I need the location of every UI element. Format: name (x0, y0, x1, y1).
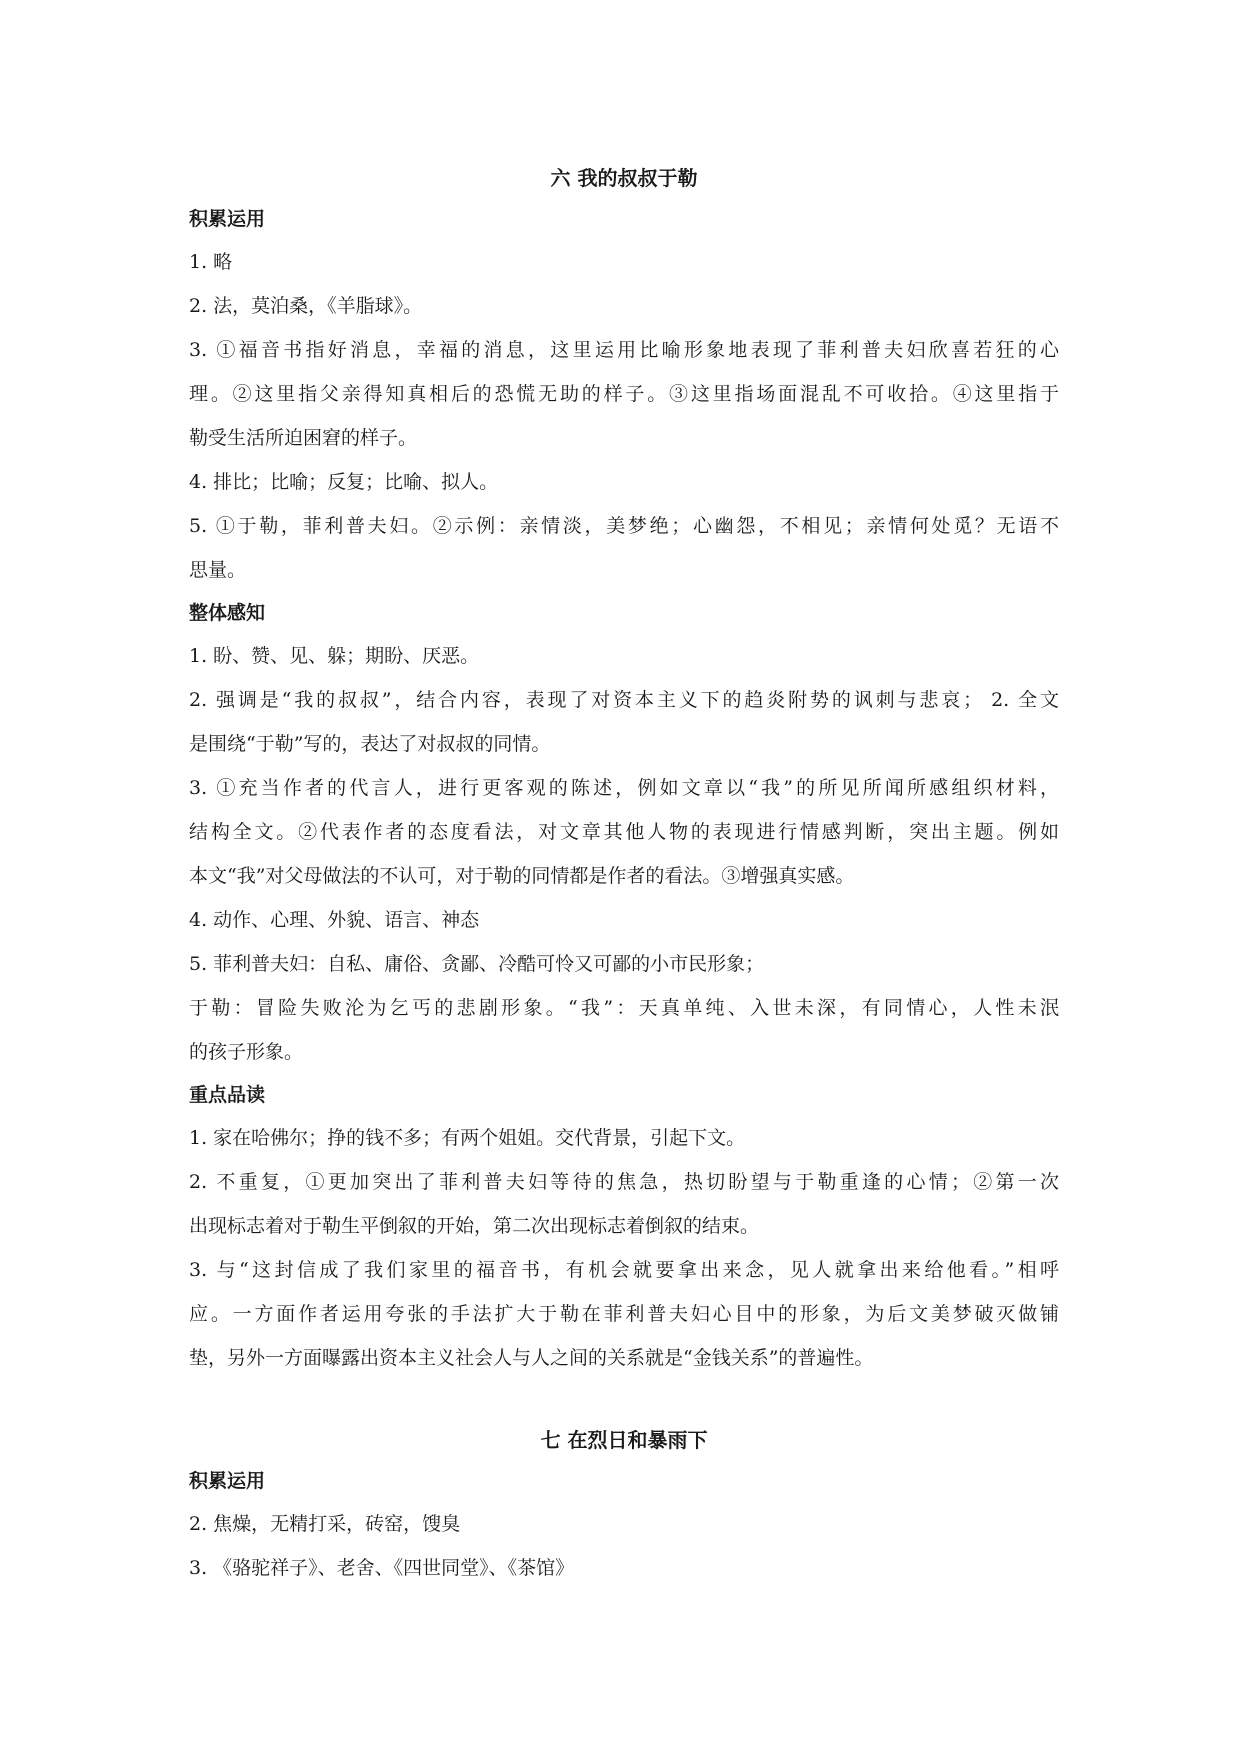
answer-line: 垫，另外一方面曝露出资本主义社会人与人之间的关系就是“金钱关系”的普遍性。 (189, 1347, 874, 1369)
answer-line: 1. 盼、赞、见、躲；期盼、厌恶。 (189, 645, 480, 667)
answer-line: 1. 略 (189, 251, 233, 273)
answer-line: 勒受生活所迫困窘的样子。 (189, 427, 418, 449)
answer-line: 出现标志着对于勒生平倒叙的开始，第二次出现标志着倒叙的结束。 (189, 1215, 760, 1237)
answer-line: 于勒：冒险失败沦为乞丐的悲剧形象。“我”：天真单纯、入世未深，有同情心，人性未泯 (189, 997, 1059, 1019)
answer-line: 思量。 (189, 559, 247, 581)
section-heading: 整体感知 (189, 602, 266, 624)
answer-line: 理。②这里指父亲得知真相后的恐慌无助的样子。③这里指场面混乱不可收拾。④这里指于 (189, 383, 1059, 405)
answer-line: 3. ①福音书指好消息，幸福的消息，这里运用比喻形象地表现了菲利普夫妇欣喜若狂的心 (189, 339, 1059, 361)
section-heading: 积累运用 (189, 208, 266, 230)
chapter-spacer (189, 1380, 1059, 1420)
answer-line: 5. 菲利普夫妇：自私、庸俗、贪鄙、冷酷可怜又可鄙的小市民形象； (189, 953, 765, 975)
answer-line: 的孩子形象。 (189, 1041, 304, 1063)
answer-line: 4. 排比；比喻；反复；比喻、拟人。 (189, 471, 499, 493)
answer-line: 4. 动作、心理、外貌、语言、神态 (189, 909, 480, 931)
answer-line: 3. 与“这封信成了我们家里的福音书，有机会就要拿出来念，见人就拿出来给他看。”相呼 (189, 1259, 1059, 1281)
answer-line: 本文“我”对父母做法的不认可，对于勒的同情都是作者的看法。③增强真实感。 (189, 865, 855, 887)
answer-line: 1. 家在哈佛尔；挣的钱不多；有两个姐姐。交代背景，引起下文。 (189, 1127, 746, 1149)
chapter-7 (189, 1420, 1059, 1590)
section-heading: 积累运用 (189, 1470, 266, 1492)
answer-line: 结构全文。②代表作者的态度看法，对文章其他人物的表现进行情感判断，突出主题。例如 (189, 821, 1059, 843)
answer-line: 5. ①于勒，菲利普夫妇。②示例：亲情淡，美梦绝；心幽怨，不相见；亲情何处觅？无语不 (189, 515, 1059, 537)
chapter-title: 六 我的叔叔于勒 (550, 166, 698, 190)
answer-line: 应。一方面作者运用夸张的手法扩大于勒在菲利普夫妇心目中的形象，为后文美梦破灭做铺 (189, 1303, 1059, 1325)
answer-line: 3. 《骆驼祥子》、老舍、《四世同堂》、《茶馆》 (189, 1557, 575, 1579)
section-heading: 重点品读 (189, 1084, 266, 1106)
answer-page (189, 158, 1059, 1590)
answer-line: 2. 不重复，①更加突出了菲利普夫妇等待的焦急，热切盼望与于勒重逢的心情；②第一次 (189, 1171, 1059, 1193)
answer-line: 2. 焦燥，无精打采，砖窑，馊臭 (189, 1513, 461, 1535)
answer-line: 2. 强调是“我的叔叔”，结合内容，表现了对资本主义下的趋炎附势的讽刺与悲哀； 2. 全文 (189, 689, 1059, 711)
answer-line: 3. ①充当作者的代言人，进行更客观的陈述，例如文章以“我”的所见所闻所感组织材料， (189, 777, 1059, 799)
answer-line: 是围绕“于勒”写的，表达了对叔叔的同情。 (189, 733, 551, 755)
answer-line: 2. 法，莫泊桑，《羊脂球》。 (189, 295, 423, 317)
chapter-title: 七 在烈日和暴雨下 (540, 1428, 708, 1452)
chapter-6 (189, 158, 1059, 1380)
